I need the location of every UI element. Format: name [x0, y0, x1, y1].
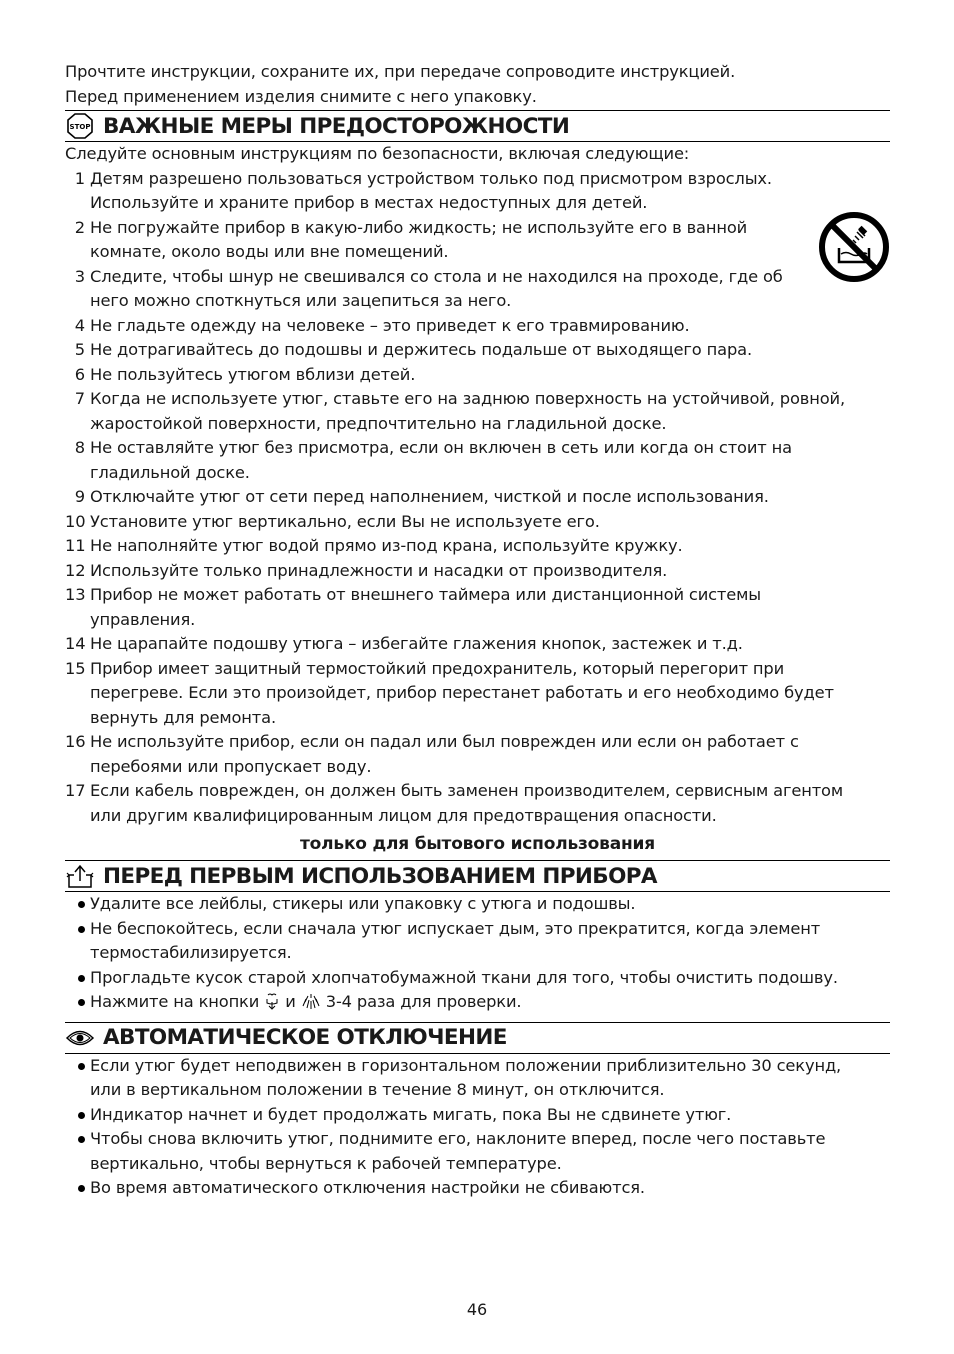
list-item-text: и [285, 992, 296, 1011]
list-item-line: гладильной доске. [90, 462, 250, 482]
intro [65, 60, 890, 109]
list-item-number: 11 [65, 536, 86, 555]
list-item-text [90, 1103, 890, 1128]
list-item-line: вернуть для ремонта. [90, 707, 276, 727]
list-item-line: Не пользуйтесь утюгом вблизи детей. [90, 364, 416, 384]
page-number: 46 [466, 1300, 488, 1319]
bullet-icon [65, 1054, 90, 1103]
unbox-icon [65, 863, 95, 889]
list-item-number: 17 [65, 781, 86, 800]
list-item-line: Отключайте утюг от сети перед наполнением, чисткой и после использования. [90, 487, 769, 506]
list-item-text [90, 559, 890, 584]
list-item-line: Прогладьте кусок старой хлопчатобумажной ткани для того, чтобы очистить подошву. [90, 967, 838, 987]
list-item-line: жаростойкой поверхности, предпочтительно на гладильной доске. [90, 413, 667, 433]
section-lead: Следуйте основным инструкциям по безопасности, включая следующие: [65, 144, 690, 163]
list-item-line: Удалите все лейблы, стикеры или упаковку с утюга и подошвы. [90, 894, 636, 913]
list-item-line: Не наполняйте утюг водой прямо из-под крана, используйте кружку. [90, 536, 683, 555]
list-item-line: Не используйте прибор, если он падал или был поврежден или если он работает с [90, 732, 799, 751]
list-item-text: 3-4 раза для проверки. [325, 992, 522, 1011]
list-item [65, 216, 890, 265]
list-item [65, 167, 890, 216]
precautions-list [65, 167, 890, 829]
list-item-number: 6 [74, 364, 85, 384]
list-item-number: 14 [65, 634, 86, 653]
list-item [65, 485, 890, 510]
list-item-text [90, 632, 890, 657]
list-item-line: вертикально, чтобы вернуться к рабочей температуре. [90, 1153, 562, 1173]
list-item-line: комнате, около воды или вне помещений. [90, 242, 449, 261]
list-item-line: управления. [90, 609, 196, 629]
list-item-text [90, 387, 890, 436]
list-item-line: Детям разрешено пользоваться устройством только под присмотром взрослых. [90, 168, 772, 188]
list-item-number: 12 [65, 560, 86, 580]
list-item-text [90, 436, 890, 485]
list-item-number: 2 [74, 217, 85, 237]
list-item-line: Если утюг будет неподвижен в горизонтальном положении приблизительно 30 секунд, [90, 1055, 842, 1075]
list-item-line: или в вертикальном положении в течение 8 минут, он отключится. [90, 1080, 665, 1099]
list-item [65, 510, 890, 535]
list-item-number: 7 [74, 389, 85, 408]
list-item-text [90, 1127, 890, 1176]
list-item [65, 990, 890, 1018]
list-item-number: 16 [65, 732, 86, 751]
list-item-number: 15 [65, 658, 86, 678]
first-use-list-last [65, 990, 890, 1018]
section-header-first-use [65, 860, 890, 892]
list-item-line: Когда не используете утюг, ставьте его на заднюю поверхность на устойчивой, ровной, [90, 389, 845, 408]
list-item-number: 9 [74, 487, 85, 506]
list-item-line: Не царапайте подошву утюга – избегайте глажения кнопок, застежек и т.д. [90, 634, 743, 653]
list-item-number: 10 [65, 511, 86, 531]
list-item [65, 966, 890, 991]
first-use-list [65, 892, 890, 990]
list-item-line: Используйте только принадлежности и насадки от производителя. [90, 560, 668, 580]
list-item [65, 917, 890, 966]
section-title: АВТОМАТИЧЕСКОЕ ОТКЛЮЧЕНИЕ [103, 1025, 507, 1050]
bullet-icon [65, 917, 90, 966]
list-item-text [90, 730, 890, 779]
list-item-line: Не погружайте прибор в какую-либо жидкость; не используйте его в ванной [90, 217, 748, 237]
list-item [65, 583, 890, 632]
list-item-text [90, 657, 890, 731]
section-header-precautions [65, 110, 890, 142]
list-item-text [90, 583, 890, 632]
list-item-text [90, 892, 890, 917]
list-item-text [90, 534, 890, 559]
list-item-line: Чтобы снова включить утюг, поднимите его, наклоните вперед, после чего поставьте [90, 1129, 826, 1148]
eye-icon [65, 1025, 95, 1051]
list-item-text [90, 167, 890, 216]
list-item-line: Индикатор начнет и будет продолжать мигать, пока Вы не сдвинете утюг. [90, 1104, 732, 1124]
list-item-line: Установите утюг вертикально, если Вы не используете его. [90, 511, 600, 531]
list-item-text: Нажмите на кнопки [90, 992, 260, 1011]
list-item-text [90, 510, 890, 535]
list-item [65, 338, 890, 363]
intro-line: Перед применением изделия снимите с него упаковку. [65, 86, 537, 106]
list-item-line: Если кабель поврежден, он должен быть заменен производителем, сервисным агентом [90, 781, 844, 800]
list-item-number: 3 [74, 266, 85, 286]
list-item [65, 534, 890, 559]
list-item-line: Прибор имеет защитный термостойкий предохранитель, который перегорит при [90, 658, 785, 678]
list-item [65, 314, 890, 339]
no-bath-icon [819, 212, 889, 282]
list-item-number: 8 [74, 438, 85, 457]
list-item [65, 436, 890, 485]
list-item-number: 1 [74, 168, 85, 188]
page-content [65, 60, 890, 1201]
list-item-line: Во время автоматического отключения настройки не сбиваются. [90, 1178, 645, 1197]
list-item-line: Прибор не может работать от внешнего таймера или дистанционной системы [90, 585, 761, 604]
list-item-line: Не оставляйте утюг без присмотра, если он включен в сеть или когда он стоит на [90, 438, 792, 457]
bullet-icon [65, 892, 90, 917]
list-item [65, 387, 890, 436]
list-item-text [90, 485, 890, 510]
list-item-line: перегреве. Если это произойдет, прибор перестанет работать и его необходимо будет [90, 683, 834, 702]
list-item-text [90, 917, 890, 966]
list-item-text [90, 314, 890, 339]
list-item [65, 1103, 890, 1128]
list-item [65, 1127, 890, 1176]
list-item-text [90, 966, 890, 991]
spray-icon [301, 992, 321, 1018]
list-item-line: Не гладьте одежду на человеке – это приведет к его травмированию. [90, 315, 690, 335]
steam-burst-icon [264, 992, 280, 1018]
auto-off-list [65, 1054, 890, 1201]
section-header-auto-off [65, 1022, 890, 1054]
list-item [65, 779, 890, 828]
bullet-icon [65, 966, 90, 991]
bullet-icon [65, 1176, 90, 1201]
list-item [65, 657, 890, 731]
intro-line: Прочтите инструкции, сохраните их, при передаче сопроводите инструкцией. [65, 62, 736, 81]
list-item-line: Используйте и храните прибор в местах недоступных для детей. [90, 193, 648, 212]
list-item-text [90, 779, 890, 828]
bullet-icon [65, 1103, 90, 1128]
list-item-line: или другим квалифицированным лицом для предотвращения опасности. [90, 805, 717, 825]
list-item [65, 1176, 890, 1201]
list-item-text [90, 363, 890, 388]
list-item-line: термостабилизируется. [90, 943, 292, 962]
list-item-number: 4 [74, 315, 85, 335]
list-item-line: него можно споткнуться или зацепиться за него. [90, 291, 512, 310]
list-item [65, 632, 890, 657]
list-item [65, 730, 890, 779]
list-item-text [90, 338, 890, 363]
list-item-text [90, 265, 890, 314]
list-item [65, 363, 890, 388]
list-item [65, 892, 890, 917]
household-use-note: только для бытового использования [300, 834, 655, 854]
list-item-text [90, 1176, 890, 1201]
list-item [65, 1054, 890, 1103]
list-item-text [90, 216, 890, 265]
svg-text:STOP: STOP [69, 123, 91, 131]
section-title: ВАЖНЫЕ МЕРЫ ПРЕДОСТОРОЖНОСТИ [103, 113, 570, 139]
list-item-line: перебоями или пропускает воду. [90, 756, 372, 776]
list-item [65, 265, 890, 314]
list-item-text [90, 1054, 890, 1103]
list-item-line: Следите, чтобы шнур не свешивался со стола и не находился на проходе, где об [90, 266, 783, 286]
section-title: ПЕРЕД ПЕРВЫМ ИСПОЛЬЗОВАНИЕМ ПРИБОРА [103, 863, 657, 889]
list-item-number: 5 [74, 340, 85, 359]
list-item-line: Не беспокойтесь, если сначала утюг испускает дым, это прекратится, когда элемент [90, 918, 821, 938]
list-item [65, 559, 890, 584]
bullet-icon [65, 1127, 90, 1176]
stop-icon [65, 113, 95, 139]
list-item-line: Не дотрагивайтесь до подошвы и держитесь подальше от выходящего пара. [90, 340, 752, 359]
list-item-number: 13 [65, 585, 86, 604]
